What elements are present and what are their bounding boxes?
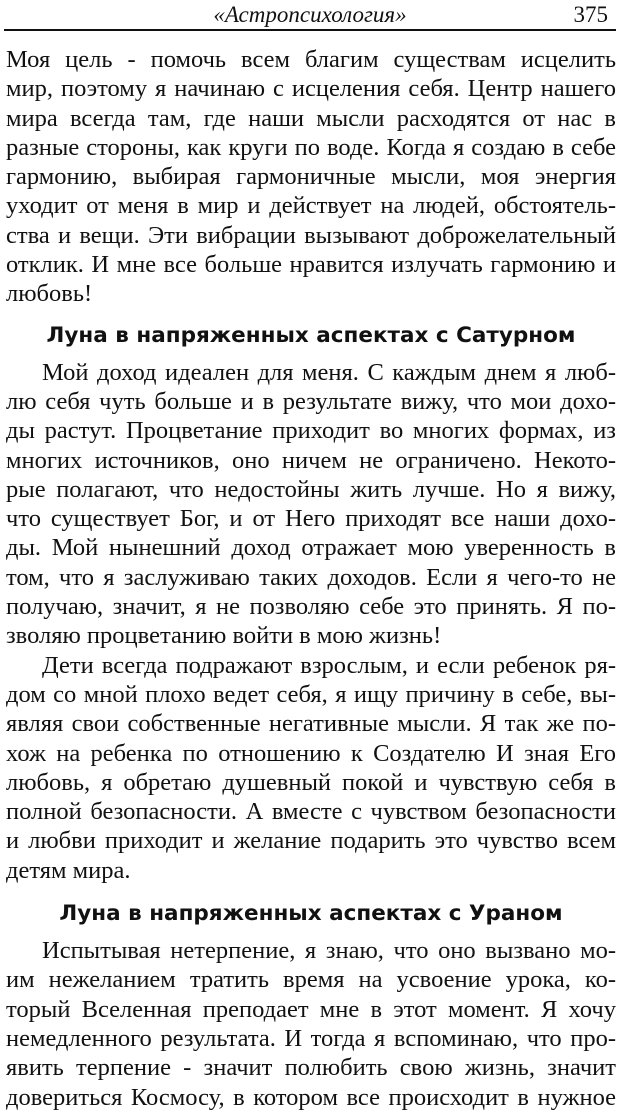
text-line: том, что я заслуживаю таких доходов. Если я чего-то не	[6, 563, 616, 591]
text-line: разные стороны, как круги по воде. Когда я создаю в себе	[6, 133, 616, 161]
text-line: гармонию, выбирая гармоничные мысли, моя энергия	[6, 163, 616, 191]
text-line: отклик. И мне все больше нравится излучать гармонию и	[6, 251, 616, 279]
paragraph-1	[6, 45, 616, 309]
section-heading-saturn: Луна в напряженных аспектах с Сатурном	[46, 322, 576, 348]
paragraph-2	[6, 358, 616, 651]
text-line: явить терпение - значит полюбить свою жизнь, значит	[6, 1054, 616, 1082]
page-body	[6, 45, 616, 1112]
text-line: ства и вещи. Эти вибрации вызывают доброжелательный	[6, 221, 616, 249]
text-line: Моя цель - помочь всем благим существам исцелить	[6, 46, 616, 73]
text-line: что существует Бог, и от Него приходят все наши дохо-	[6, 505, 616, 533]
paragraph-3	[6, 651, 616, 885]
text-line: ды растут. Процветание приходит во многих формах, из	[6, 417, 616, 445]
running-header	[0, 0, 620, 34]
header-rule	[4, 29, 616, 31]
text-line: и любви приходит и желание подарить это чувство всем	[6, 827, 616, 855]
text-line: являя свои собственные негативные мысли. Я так же по-	[6, 710, 616, 738]
section-heading-uranus: Луна в напряженных аспектах с Ураном	[59, 901, 563, 927]
text-line: мир, поэтому я начинаю с исцеления себя. Центр нашего	[6, 75, 616, 103]
text-line: немедленного результата. И тогда я вспоминаю, что про-	[6, 1024, 616, 1052]
text-line: мира всегда там, где наши мысли расходятся от нас в	[6, 104, 616, 132]
page-number: 375	[573, 2, 608, 27]
text-line: зволяю процветанию войти в мою жизнь!	[6, 622, 442, 650]
text-line: уходит от меня в мир и действует на людей, обстоятель-	[6, 192, 616, 220]
text-line: Дети всегда подражают взрослым, и если ребенок ря-	[42, 651, 616, 679]
text-line: Мой доход идеален для меня. С каждым днем я люб-	[42, 358, 616, 386]
text-line: им нежеланием тратить время на усвоение урока, ко-	[6, 966, 616, 994]
running-title: «Астропсихология»	[213, 2, 407, 27]
text-line: получаю, значит, я не позволяю себе это принять. Я по-	[6, 593, 616, 621]
text-line: дом со мной плохо ведет себя, я ищу причину в себе, вы-	[6, 680, 616, 708]
text-line: хож на ребенка по отношению к Создателю И зная Его	[6, 739, 616, 767]
text-line: Испытывая нетерпение, я знаю, что оно вызвано мо-	[42, 937, 616, 965]
text-line: любовь!	[6, 280, 93, 308]
text-line: полной безопасности. А вместе с чувством безопасности	[6, 798, 616, 826]
text-line: детям мира.	[6, 856, 131, 884]
text-line: рые полагают, что недостойны жить лучше. Но я вижу,	[6, 475, 616, 503]
text-line: лю себя чуть больше и в результате вижу, что мои дохо-	[6, 387, 616, 415]
text-line: торый Вселенная преподает мне в этот момент. Я хочу	[6, 995, 616, 1023]
text-line: многих источников, оно ничем не ограничено. Некото-	[6, 446, 616, 474]
text-line: любовь, я обретаю душевный покой и чувствую себя в	[6, 768, 616, 796]
text-line: довериться Космосу, в котором все происходит в нужное	[6, 1083, 616, 1111]
paragraph-4	[6, 936, 616, 1112]
text-line: ды. Мой нынешний доход отражает мою уверенность в	[6, 534, 616, 562]
